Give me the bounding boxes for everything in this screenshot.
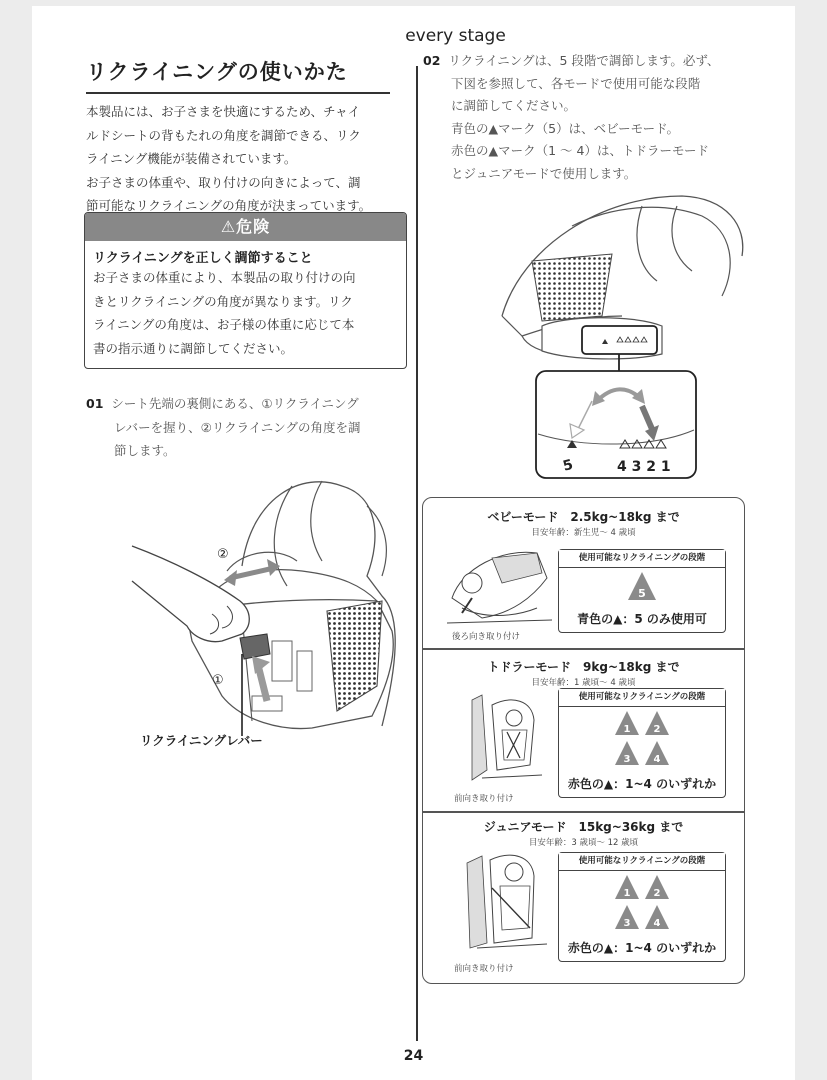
toddler-mode-footer: 赤色の▲：1~4 のいずれか (567, 777, 717, 791)
intro-line: ルドシートの背もたれの角度を調節できる、リク (86, 127, 361, 143)
badge-label: 4 (653, 918, 661, 929)
danger-line: お子さまの体重により、本製品の取り付けの向 (93, 270, 356, 285)
badge-label: 4 (653, 754, 661, 765)
recline-levels-header: 使用可能なリクライニングの段階 (559, 853, 725, 871)
recline-dial-illustration (462, 186, 762, 486)
step-line: 節します。 (114, 443, 176, 458)
step-line: レバーを握り、②リクライニングの角度を調 (114, 419, 361, 435)
marker-1: ① (212, 673, 224, 688)
recline-levels-header: 使用可能なリクライニングの段階 (559, 689, 725, 707)
intro-line: 本製品には、お子さまを快適にするため、チャイ (86, 104, 361, 119)
junior-mode-title: ジュニアモード 15kg~36kg まで (483, 820, 684, 834)
baby-mode-box (558, 549, 726, 633)
junior-mode-caption: 前向き取り付け (454, 964, 514, 974)
title-underline (86, 92, 390, 94)
toddler-mode-age: 目安年齢：1 歳頃～ 4 歳頃 (531, 678, 636, 688)
baby-mode-caption: 後ろ向き取り付け (452, 632, 521, 642)
intro-text (86, 100, 414, 218)
badge-label: 2 (653, 724, 661, 735)
recline-lever-illustration (92, 466, 412, 746)
baby-mode-age: 目安年齢：新生児～ 4 歳頃 (531, 528, 636, 538)
step-number: 01 (86, 396, 104, 411)
step-01-text (86, 392, 411, 463)
forward-facing-toddler-icon (452, 690, 552, 790)
badge-5 (559, 568, 725, 606)
danger-header: ⚠危険 (85, 213, 406, 241)
danger-text (85, 266, 406, 360)
mode-separator (422, 648, 745, 650)
step-number: 02 (423, 53, 441, 68)
step-line: 下図を参照して、各モードで使用可能な段階 (451, 75, 701, 91)
junior-mode-footer: 赤色の▲：1~4 のいずれか (567, 941, 717, 955)
toddler-mode-title: トドラーモード 9kg~18kg まで (487, 660, 680, 674)
page-number: 24 (403, 1048, 424, 1064)
badges-1-4 (559, 871, 725, 935)
toddler-mode-caption: 前向き取り付け (454, 794, 514, 804)
intro-line: 節可能なリクライニングの角度が決まっています。 (86, 198, 372, 213)
danger-line: 書の指示通りに調節してください。 (93, 340, 294, 356)
badges-1-4 (559, 707, 725, 771)
junior-mode-box (558, 852, 726, 962)
danger-box (84, 212, 407, 369)
rear-facing-seat-icon (442, 538, 562, 630)
lever-label: リクライニングレバー (140, 733, 263, 748)
step-02-text (423, 50, 753, 185)
forward-facing-junior-icon (452, 848, 552, 958)
intro-line: お子さまの体重や、取り付けの向きによって、調 (86, 174, 361, 190)
manual-page (32, 6, 795, 1080)
badge-label: 5 (638, 587, 646, 600)
mode-separator (422, 811, 745, 813)
danger-line: ライニングの角度は、お子様の体重に応じて本 (93, 317, 355, 332)
badge-label: 1 (623, 888, 631, 899)
step-line: リクライニングは、5 段階で調節します。必ず、 (448, 53, 720, 68)
dial-label-5: 5 (561, 456, 575, 475)
baby-mode-footer: 青色の▲：5 のみ使用可 (577, 612, 707, 626)
intro-line: ライニング機能が装備されています。 (86, 151, 297, 166)
junior-mode-age: 目安年齢：3 歳頃～ 12 歳頃 (528, 838, 639, 848)
column-divider (416, 66, 418, 1041)
step-line: シート先端の裏側にある、①リクライニング (111, 396, 359, 411)
step-line: 赤色の▲マーク（1 ～ 4）は、トドラーモード (451, 143, 709, 158)
recline-levels-header: 使用可能なリクライニングの段階 (559, 550, 725, 568)
danger-title: リクライニングを正しく調節すること (93, 251, 313, 266)
step-line: とジュニアモードで使用します。 (451, 165, 637, 181)
danger-line: きとリクライニングの角度が異なります。リク (93, 293, 353, 309)
page-title: リクライニングの使いかた (86, 60, 348, 84)
badge-label: 3 (623, 918, 631, 929)
badge-label: 3 (623, 754, 631, 765)
toddler-mode-box (558, 688, 726, 798)
page-header (32, 26, 795, 46)
dial-label-4321: 4 3 2 1 (617, 459, 671, 475)
step-line: に調節してください。 (451, 98, 577, 113)
badge-label: 1 (623, 724, 631, 735)
step-line: 青色の▲マーク（5）は、ベビーモード。 (451, 120, 679, 136)
badge-label: 2 (653, 888, 661, 899)
baby-mode-title: ベビーモード 2.5kg~18kg まで (487, 510, 680, 524)
marker-2: ② (217, 547, 229, 562)
brand-name: every stage (405, 26, 506, 46)
